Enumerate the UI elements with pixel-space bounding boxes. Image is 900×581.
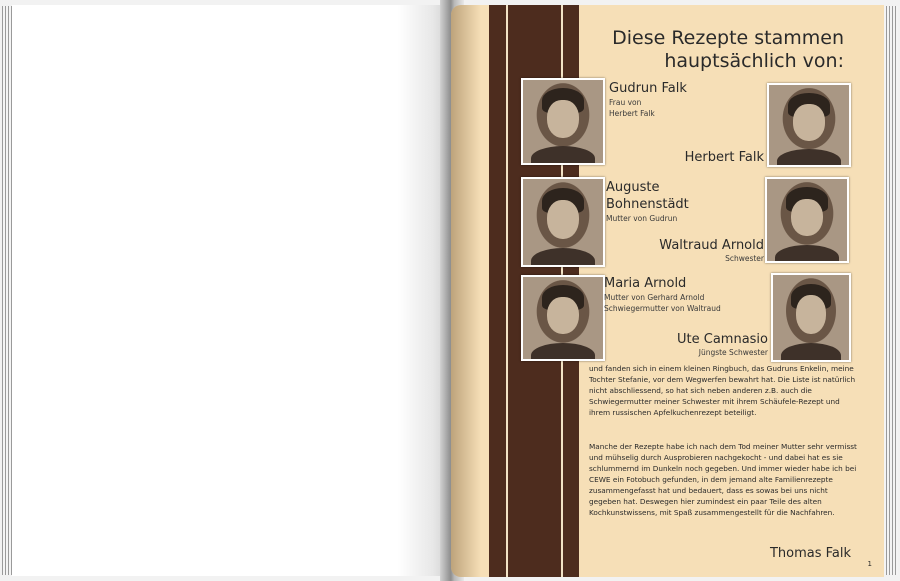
photo-maria-arnold <box>521 275 605 361</box>
paragraph-1: und fanden sich in einem kleinen Ringbuch, das Gudruns Enkelin, meine Tochter Stefanie, vor dem Wegwerfen bewahrt hat. Die Liste ist natürlich nicht abschliessend, so hat sich neben anderen z.B. auch die Schwiegermutter meiner Schwester mit ihrem Schäufele-Rezept und ihrem russischen Apfelkuchenrezept beteiligt. <box>589 364 856 417</box>
name-ute-camnasio: Ute Camnasio <box>677 332 768 347</box>
photo-auguste-bohnenstaedt <box>521 177 605 267</box>
stripe-line-left <box>506 5 508 577</box>
page-number: 1 <box>867 560 872 568</box>
photo-herbert-falk <box>767 83 851 167</box>
name-gudrun-falk: Gudrun Falk <box>609 81 687 96</box>
gutter-shadow <box>451 5 481 577</box>
desc-maria-arnold-1: Mutter von Gerhard Arnold <box>604 293 705 302</box>
desc-gudrun-falk-2: Herbert Falk <box>609 109 655 118</box>
page-title <box>612 27 844 73</box>
name-herbert-falk: Herbert Falk <box>684 150 764 165</box>
left-page-blank <box>12 5 450 576</box>
photo-gudrun-falk <box>521 78 605 165</box>
desc-waltraud-arnold: Schwester <box>725 254 764 263</box>
paragraph-2: Manche der Rezepte habe ich nach dem Tod meiner Mutter sehr vermisst und mühselig durch Ausprobieren nachgekocht - und dabei hat es sie schlummernd im Dunkeln noch gegeben. Und immer wieder habe ich bei CEWE ein Fotobuch gefunden, in dem jemand alte Familienrezepte zusammengefasst hat und bedauert, dass es sowas bei uns nicht gegeben hat. Deswegen hier zumindest ein paar Teile des alten Kochkunstwissens, mit Spaß zusammengestellt für die Nachfahren. <box>589 442 857 517</box>
photo-waltraud-arnold <box>765 177 849 263</box>
right-page <box>451 5 884 577</box>
right-page-edges <box>884 6 898 575</box>
desc-gudrun-falk-1: Frau von <box>609 98 642 107</box>
desc-auguste: Mutter von Gudrun <box>606 214 678 223</box>
signature-name: Thomas Falk <box>769 546 851 561</box>
name-waltraud-arnold: Waltraud Arnold <box>659 238 764 253</box>
desc-ute-camnasio: Jüngste Schwester <box>698 348 768 357</box>
photo-ute-camnasio <box>771 273 851 362</box>
name-auguste-line-2: Bohnenstädt <box>606 197 689 212</box>
title-line-1: Diese Rezepte stammen <box>612 27 844 49</box>
desc-maria-arnold-2: Schwiegermutter von Waltraud <box>604 304 721 313</box>
name-maria-arnold: Maria Arnold <box>604 276 687 291</box>
title-line-2: hauptsächlich von: <box>664 50 844 72</box>
name-auguste-line-1: Auguste <box>606 180 660 195</box>
